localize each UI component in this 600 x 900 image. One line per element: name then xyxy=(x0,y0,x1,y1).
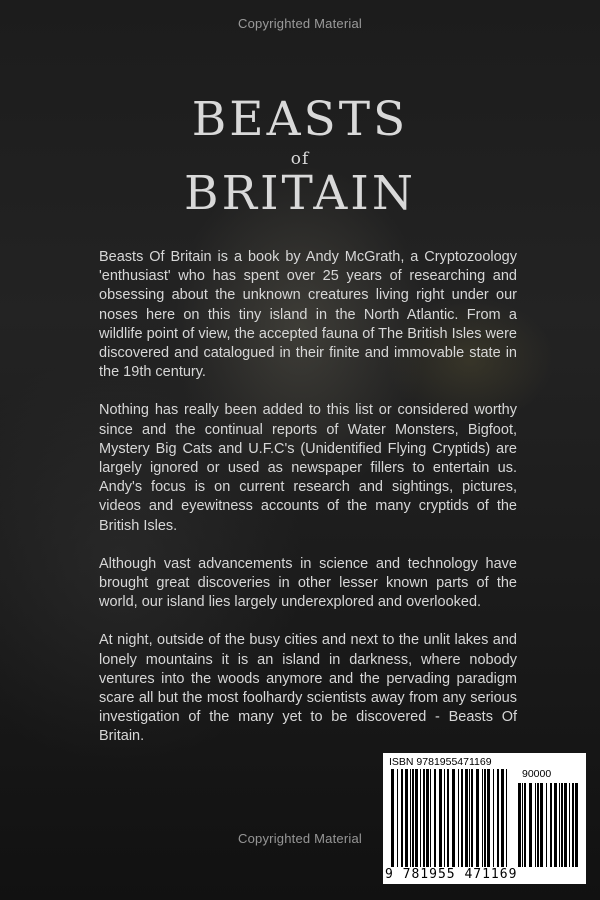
blurb-paragraph-3: Although vast advancements in science and technology have brought great discoveries in other lesser known parts of the world, our island lies largely underexplored and overlooked. xyxy=(99,555,517,611)
barcode-bar xyxy=(444,769,445,867)
barcode-bar xyxy=(501,769,504,867)
ean-barcode xyxy=(389,769,509,867)
barcode-bar xyxy=(493,769,494,867)
barcode-bar xyxy=(391,769,394,867)
barcode-bar xyxy=(546,783,547,867)
barcode-bar xyxy=(575,783,578,867)
barcode-bar xyxy=(572,783,574,867)
barcode-bar xyxy=(559,783,560,867)
blurb-paragraph-2: Nothing has really been added to this list or considered worthy since and the continual reports of Water Monsters, Bigfoot, Mystery Big Cats and U.F.C's (Unidentified Flying Cryptids) are largely ignored or used as newspaper fillers to entertain us. Andy's focus is on current research and sightings, pictures, videos and eyewitness accounts of the many cryptids of the British Isles. xyxy=(99,402,517,534)
barcode-bar xyxy=(434,769,436,867)
barcode-bar xyxy=(405,769,408,867)
barcode-bar xyxy=(476,769,479,867)
barcode-bar xyxy=(423,769,425,867)
barcode-bar xyxy=(561,783,563,867)
copyright-watermark-top: Copyrighted Material xyxy=(238,16,362,31)
barcode-bar xyxy=(469,769,470,867)
barcode-bar xyxy=(415,769,418,867)
barcode-bar xyxy=(524,783,526,867)
barcode-bar xyxy=(506,769,507,867)
barcode-bar xyxy=(412,769,414,867)
barcode-bar xyxy=(537,783,539,867)
barcode-bar xyxy=(465,769,468,867)
barcode-bar xyxy=(535,783,536,867)
barcode-bar xyxy=(426,769,429,867)
blurb-paragraph-4: At night, outside of the busy cities and next to the unlit lakes and lonely mountains it is an island in darkness, where nobody ventures into the woods anymore and the pervading paradigm scare all but the most foolhardy scientists away from any serious investigation of the many yet to be discovered - Beasts Of Britain. xyxy=(99,632,517,745)
barcode-bar xyxy=(452,769,455,867)
barcode-bar xyxy=(550,783,552,867)
barcode-bar xyxy=(540,783,543,867)
barcode-bar xyxy=(447,769,449,867)
book-blurb xyxy=(99,248,517,766)
barcode-bar xyxy=(397,769,398,867)
price-code-label: 90000 xyxy=(522,768,552,780)
isbn-barcode-box xyxy=(383,753,586,884)
price-barcode xyxy=(516,783,578,867)
barcode-bar xyxy=(439,769,442,867)
barcode-bar xyxy=(487,769,490,867)
copyright-watermark-bottom: Copyrighted Material xyxy=(238,831,362,846)
barcode-bar xyxy=(420,769,421,867)
barcode-bar xyxy=(461,769,463,867)
barcode-bar xyxy=(471,769,473,867)
barcode-bar xyxy=(522,783,523,867)
barcode-bar xyxy=(529,783,532,867)
barcode-bar xyxy=(410,769,411,867)
barcode-bar xyxy=(482,769,483,867)
barcode-bar xyxy=(430,769,431,867)
book-title-line-2: of xyxy=(290,149,310,169)
barcode-bar xyxy=(497,769,499,867)
ean-digits: 9 781955 471169 xyxy=(385,867,518,882)
isbn-label: ISBN 9781955471169 xyxy=(389,756,492,768)
blurb-paragraph-1: Beasts Of Britain is a book by Andy McGrath, a Cryptozoology 'enthusiast' who has spent over 25 years of researching and obsessing about the unknown creatures living right under our noses here on this tiny island in the North Atlantic. From a wildlife point of view, the accepted fauna of The British Isles were discovered and catalogued in their finite and immovable state in the 19th century. xyxy=(99,249,517,381)
barcode-bar xyxy=(564,783,567,867)
barcode-bar xyxy=(401,769,403,867)
barcode-bar xyxy=(458,769,459,867)
book-title-line-1: BEASTS xyxy=(191,92,409,147)
barcode-bar xyxy=(569,783,570,867)
barcode-bar xyxy=(518,783,521,867)
barcode-bar xyxy=(554,783,557,867)
book-title-line-3: BRITAIN xyxy=(184,166,416,221)
barcode-bar xyxy=(484,769,486,867)
